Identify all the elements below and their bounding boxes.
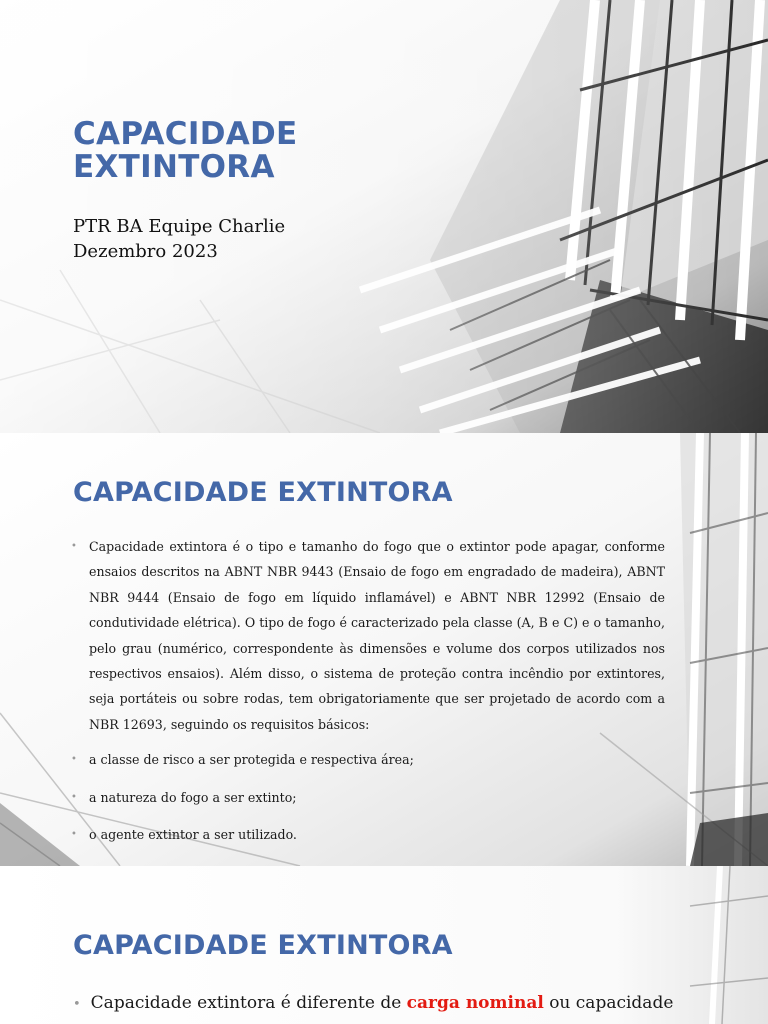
slide-heading: CAPACIDADE EXTINTORA [73,477,453,508]
bullet-marker: • [71,829,77,841]
bullet-list [71,534,665,859]
bullet-marker: • [71,754,77,766]
title-line-1: CAPACIDADE [73,116,298,152]
presentation-title [73,118,298,184]
bullet-item [71,747,665,772]
subtitle-team: PTR BA Equipe Charlie [73,216,286,237]
bullet-marker: • [71,791,77,803]
bullet-item [71,822,665,847]
bullet-text: a natureza do fogo a ser extinto; [89,789,297,805]
bullet-text: a classe de risco a ser protegida e respectiva área; [89,752,414,768]
subtitle-date: Dezembro 2023 [73,241,218,262]
title-line-2: EXTINTORA [73,149,275,185]
bullet-text-prefix: Capacidade extintora é diferente de [90,993,407,1013]
bullet-marker: • [73,997,81,1012]
bullet-text: o agente extintor a ser utilizado. [89,827,297,843]
bullet-text: Capacidade extintora é o tipo e tamanho do fogo que o extintor pode apagar, conforme ensaios descritos na ABNT NBR 9443 (Ensaio de fogo em engradado de madeira), ABNT NBR 9444 (Ensaio de fogo em líquido inflamável) e ABNT NBR 12992 (Ensaio de condutividade elétrica). O tipo de fogo é caracterizado pela classe (A, B e C) e o tamanho, pelo grau (numérico, correspondente às dimensões e volume dos corpos utilizados nos respectivos ensaios). Além disso, o sistema de proteção contra incêndio por extintores, seja portáteis ou sobre rodas, tem obrigatoriamente que ser projetado de acordo com a NBR 12693, seguindo os requisitos básicos: [89,539,665,732]
slide-capacidade-extintora-1[interactable] [0,433,768,866]
bullet-item [71,534,665,737]
presentation-subtitle [73,214,285,264]
bullet-item [73,991,713,1017]
bullet-text-suffix: ou capacidade [543,993,674,1013]
slide-heading: CAPACIDADE EXTINTORA [73,930,453,961]
bullet-item [71,785,665,810]
bullet-marker: • [71,541,77,552]
slide-capacidade-extintora-2[interactable] [0,866,768,1024]
highlighted-term: carga nominal [406,993,544,1013]
slide-title-page[interactable] [0,0,768,433]
